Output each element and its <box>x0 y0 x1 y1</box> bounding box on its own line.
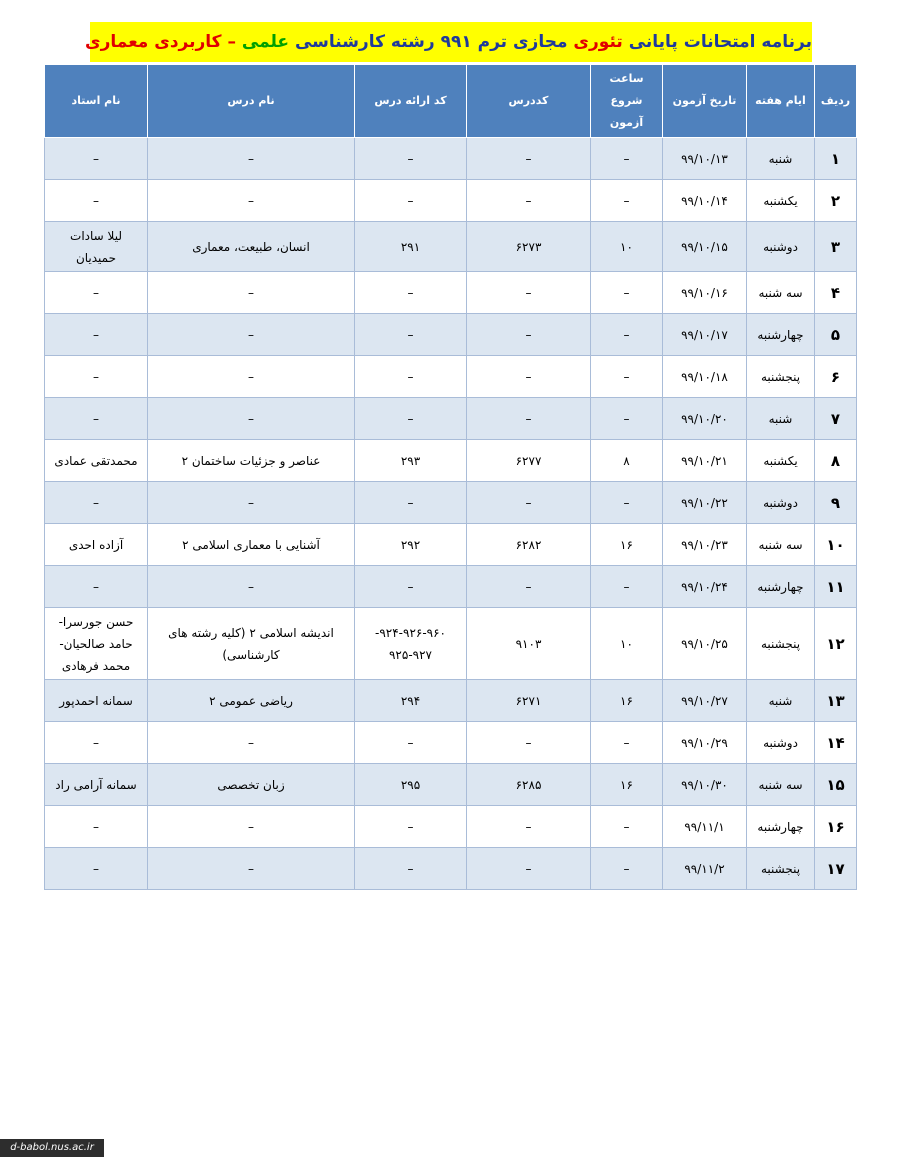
course-name-cell: – <box>148 180 355 222</box>
table-row <box>45 272 857 314</box>
instructor-cell: – <box>45 138 148 180</box>
instructor-cell: – <box>45 722 148 764</box>
start-time-cell: – <box>591 482 663 524</box>
instructor-cell: – <box>45 314 148 356</box>
title-part-2: تئوری <box>573 32 623 52</box>
offer-code-cell: – <box>355 272 467 314</box>
course-code-cell: – <box>467 314 591 356</box>
instructor-cell: سمانه آرامی راد <box>45 764 148 806</box>
row-number-cell: ۱۰ <box>815 524 857 566</box>
weekday-cell: چهارشنبه <box>747 566 815 608</box>
course-name-cell: آشنایی با معماری اسلامی ۲ <box>148 524 355 566</box>
table-header-row <box>45 65 857 138</box>
offer-code-cell: ۹۲۴-۹۲۶-۹۶۰- ۹۲۵-۹۲۷ <box>355 608 467 680</box>
title-part-3: مجازی ترم ۹۹۱ رشته کارشناسی <box>289 32 574 52</box>
offer-code-cell: – <box>355 180 467 222</box>
weekday-cell: سه شنبه <box>747 524 815 566</box>
row-number-cell: ۷ <box>815 398 857 440</box>
course-code-cell: – <box>467 848 591 890</box>
exam-date-cell: ۹۹/۱۰/۲۲ <box>663 482 747 524</box>
table-row <box>45 222 857 272</box>
offer-code-cell: – <box>355 848 467 890</box>
start-time-cell: – <box>591 398 663 440</box>
instructor-cell: محمدتقی عمادی <box>45 440 148 482</box>
start-time-cell: – <box>591 314 663 356</box>
exam-date-cell: ۹۹/۱۰/۱۵ <box>663 222 747 272</box>
course-name-cell: زبان تخصصی <box>148 764 355 806</box>
exam-date-cell: ۹۹/۱۱/۱ <box>663 806 747 848</box>
start-time-cell: – <box>591 806 663 848</box>
offer-code-cell: – <box>355 722 467 764</box>
instructor-cell: – <box>45 806 148 848</box>
header-course-name: نام درس <box>148 65 355 138</box>
course-name-cell: – <box>148 272 355 314</box>
start-time-cell: ۱۰ <box>591 608 663 680</box>
start-time-cell: ۱۶ <box>591 764 663 806</box>
exam-date-cell: ۹۹/۱۰/۲۰ <box>663 398 747 440</box>
offer-code-cell: – <box>355 138 467 180</box>
title-part-1: برنامه امتحانات پایانی <box>622 32 812 52</box>
row-number-cell: ۹ <box>815 482 857 524</box>
exam-date-cell: ۹۹/۱۰/۱۴ <box>663 180 747 222</box>
table-row <box>45 180 857 222</box>
course-code-cell: ۶۲۸۲ <box>467 524 591 566</box>
start-time-cell: – <box>591 566 663 608</box>
course-name-cell: – <box>148 722 355 764</box>
exam-date-cell: ۹۹/۱۰/۲۵ <box>663 608 747 680</box>
course-name-cell: اندیشه اسلامی ۲ (کلیه رشته های کارشناسی) <box>148 608 355 680</box>
weekday-cell: شنبه <box>747 138 815 180</box>
row-number-cell: ۱۲ <box>815 608 857 680</box>
header-row-number: ردیف <box>815 65 857 138</box>
row-number-cell: ۱۷ <box>815 848 857 890</box>
start-time-cell: – <box>591 356 663 398</box>
title-part-4: علمی <box>241 32 290 52</box>
course-code-cell: ۶۲۷۷ <box>467 440 591 482</box>
course-code-cell: – <box>467 566 591 608</box>
course-name-cell: – <box>148 398 355 440</box>
table-row <box>45 398 857 440</box>
instructor-cell: – <box>45 848 148 890</box>
exam-date-cell: ۹۹/۱۰/۲۴ <box>663 566 747 608</box>
table-row <box>45 138 857 180</box>
course-name-cell: – <box>148 848 355 890</box>
offer-code-cell: – <box>355 356 467 398</box>
offer-code-cell: ۲۹۱ <box>355 222 467 272</box>
header-course-code: کددرس <box>467 65 591 138</box>
weekday-cell: سه شنبه <box>747 764 815 806</box>
course-code-cell: – <box>467 138 591 180</box>
exam-date-cell: ۹۹/۱۰/۲۳ <box>663 524 747 566</box>
start-time-cell: – <box>591 848 663 890</box>
course-code-cell: ۹۱۰۳ <box>467 608 591 680</box>
start-time-cell: – <box>591 272 663 314</box>
course-code-cell: ۶۲۷۳ <box>467 222 591 272</box>
weekday-cell: شنبه <box>747 680 815 722</box>
exam-date-cell: ۹۹/۱۱/۲ <box>663 848 747 890</box>
header-start-time: ساعت شروع آزمون <box>591 65 663 138</box>
weekday-cell: یکشنبه <box>747 180 815 222</box>
start-time-cell: – <box>591 138 663 180</box>
course-name-cell: ریاضی عمومی ۲ <box>148 680 355 722</box>
row-number-cell: ۱۱ <box>815 566 857 608</box>
offer-code-cell: – <box>355 806 467 848</box>
exam-date-cell: ۹۹/۱۰/۳۰ <box>663 764 747 806</box>
table-row <box>45 680 857 722</box>
row-number-cell: ۸ <box>815 440 857 482</box>
row-number-cell: ۲ <box>815 180 857 222</box>
exam-schedule-table <box>44 64 857 890</box>
course-code-cell: – <box>467 722 591 764</box>
row-number-cell: ۱۴ <box>815 722 857 764</box>
start-time-cell: – <box>591 722 663 764</box>
weekday-cell: دوشنبه <box>747 722 815 764</box>
offer-code-cell: ۲۹۴ <box>355 680 467 722</box>
row-number-cell: ۱۳ <box>815 680 857 722</box>
start-time-cell: – <box>591 180 663 222</box>
table-row <box>45 314 857 356</box>
course-code-cell: – <box>467 180 591 222</box>
exam-date-cell: ۹۹/۱۰/۱۳ <box>663 138 747 180</box>
instructor-cell: حسن جورسرا- حامد صالحیان- محمد فرهادی <box>45 608 148 680</box>
start-time-cell: ۱۶ <box>591 524 663 566</box>
instructor-cell: – <box>45 566 148 608</box>
table-row <box>45 848 857 890</box>
header-exam-date: تاریخ آزمون <box>663 65 747 138</box>
weekday-cell: چهارشنبه <box>747 806 815 848</box>
weekday-cell: چهارشنبه <box>747 314 815 356</box>
row-number-cell: ۳ <box>815 222 857 272</box>
course-name-cell: – <box>148 356 355 398</box>
offer-code-cell: – <box>355 314 467 356</box>
row-number-cell: ۱۵ <box>815 764 857 806</box>
instructor-cell: – <box>45 482 148 524</box>
course-code-cell: – <box>467 482 591 524</box>
table-row <box>45 608 857 680</box>
instructor-cell: – <box>45 272 148 314</box>
table-row <box>45 806 857 848</box>
instructor-cell: آزاده احدی <box>45 524 148 566</box>
table-row <box>45 764 857 806</box>
course-name-cell: – <box>148 314 355 356</box>
offer-code-cell: ۲۹۳ <box>355 440 467 482</box>
weekday-cell: پنجشنبه <box>747 356 815 398</box>
course-code-cell: – <box>467 356 591 398</box>
start-time-cell: ۱۰ <box>591 222 663 272</box>
table-row <box>45 356 857 398</box>
exam-date-cell: ۹۹/۱۰/۱۷ <box>663 314 747 356</box>
exam-date-cell: ۹۹/۱۰/۱۶ <box>663 272 747 314</box>
row-number-cell: ۶ <box>815 356 857 398</box>
course-code-cell: – <box>467 806 591 848</box>
instructor-cell: – <box>45 180 148 222</box>
weekday-cell: دوشنبه <box>747 482 815 524</box>
row-number-cell: ۴ <box>815 272 857 314</box>
weekday-cell: سه شنبه <box>747 272 815 314</box>
offer-code-cell: – <box>355 482 467 524</box>
row-number-cell: ۵ <box>815 314 857 356</box>
weekday-cell: پنجشنبه <box>747 608 815 680</box>
course-code-cell: ۶۲۷۱ <box>467 680 591 722</box>
start-time-cell: ۱۶ <box>591 680 663 722</box>
start-time-cell: ۸ <box>591 440 663 482</box>
course-name-cell: انسان، طبیعت، معماری <box>148 222 355 272</box>
offer-code-cell: ۲۹۲ <box>355 524 467 566</box>
header-weekday: ایام هفته <box>747 65 815 138</box>
instructor-cell: سمانه احمدپور <box>45 680 148 722</box>
exam-date-cell: ۹۹/۱۰/۲۹ <box>663 722 747 764</box>
table-row <box>45 482 857 524</box>
row-number-cell: ۱۶ <box>815 806 857 848</box>
course-name-cell: – <box>148 566 355 608</box>
header-offer-code: کد ارائه درس <box>355 65 467 138</box>
offer-code-cell: – <box>355 566 467 608</box>
row-number-cell: ۱ <box>815 138 857 180</box>
page-title <box>85 22 812 62</box>
course-code-cell: – <box>467 398 591 440</box>
exam-date-cell: ۹۹/۱۰/۱۸ <box>663 356 747 398</box>
header-instructor: نام استاد <box>45 65 148 138</box>
weekday-cell: شنبه <box>747 398 815 440</box>
course-name-cell: عناصر و جزئیات ساختمان ۲ <box>148 440 355 482</box>
weekday-cell: یکشنبه <box>747 440 815 482</box>
title-part-5: – کاربردی معماری <box>85 32 242 52</box>
course-name-cell: – <box>148 482 355 524</box>
site-url-label: d-babol.nus.ac.ir <box>0 1139 104 1157</box>
table-row <box>45 440 857 482</box>
instructor-cell: – <box>45 356 148 398</box>
instructor-cell: لیلا سادات حمیدیان <box>45 222 148 272</box>
exam-date-cell: ۹۹/۱۰/۲۷ <box>663 680 747 722</box>
instructor-cell: – <box>45 398 148 440</box>
table-row <box>45 566 857 608</box>
table-row <box>45 722 857 764</box>
table-row <box>45 524 857 566</box>
exam-date-cell: ۹۹/۱۰/۲۱ <box>663 440 747 482</box>
offer-code-cell: ۲۹۵ <box>355 764 467 806</box>
offer-code-cell: – <box>355 398 467 440</box>
course-name-cell: – <box>148 138 355 180</box>
weekday-cell: دوشنبه <box>747 222 815 272</box>
weekday-cell: پنجشنبه <box>747 848 815 890</box>
course-code-cell: – <box>467 272 591 314</box>
course-name-cell: – <box>148 806 355 848</box>
course-code-cell: ۶۲۸۵ <box>467 764 591 806</box>
